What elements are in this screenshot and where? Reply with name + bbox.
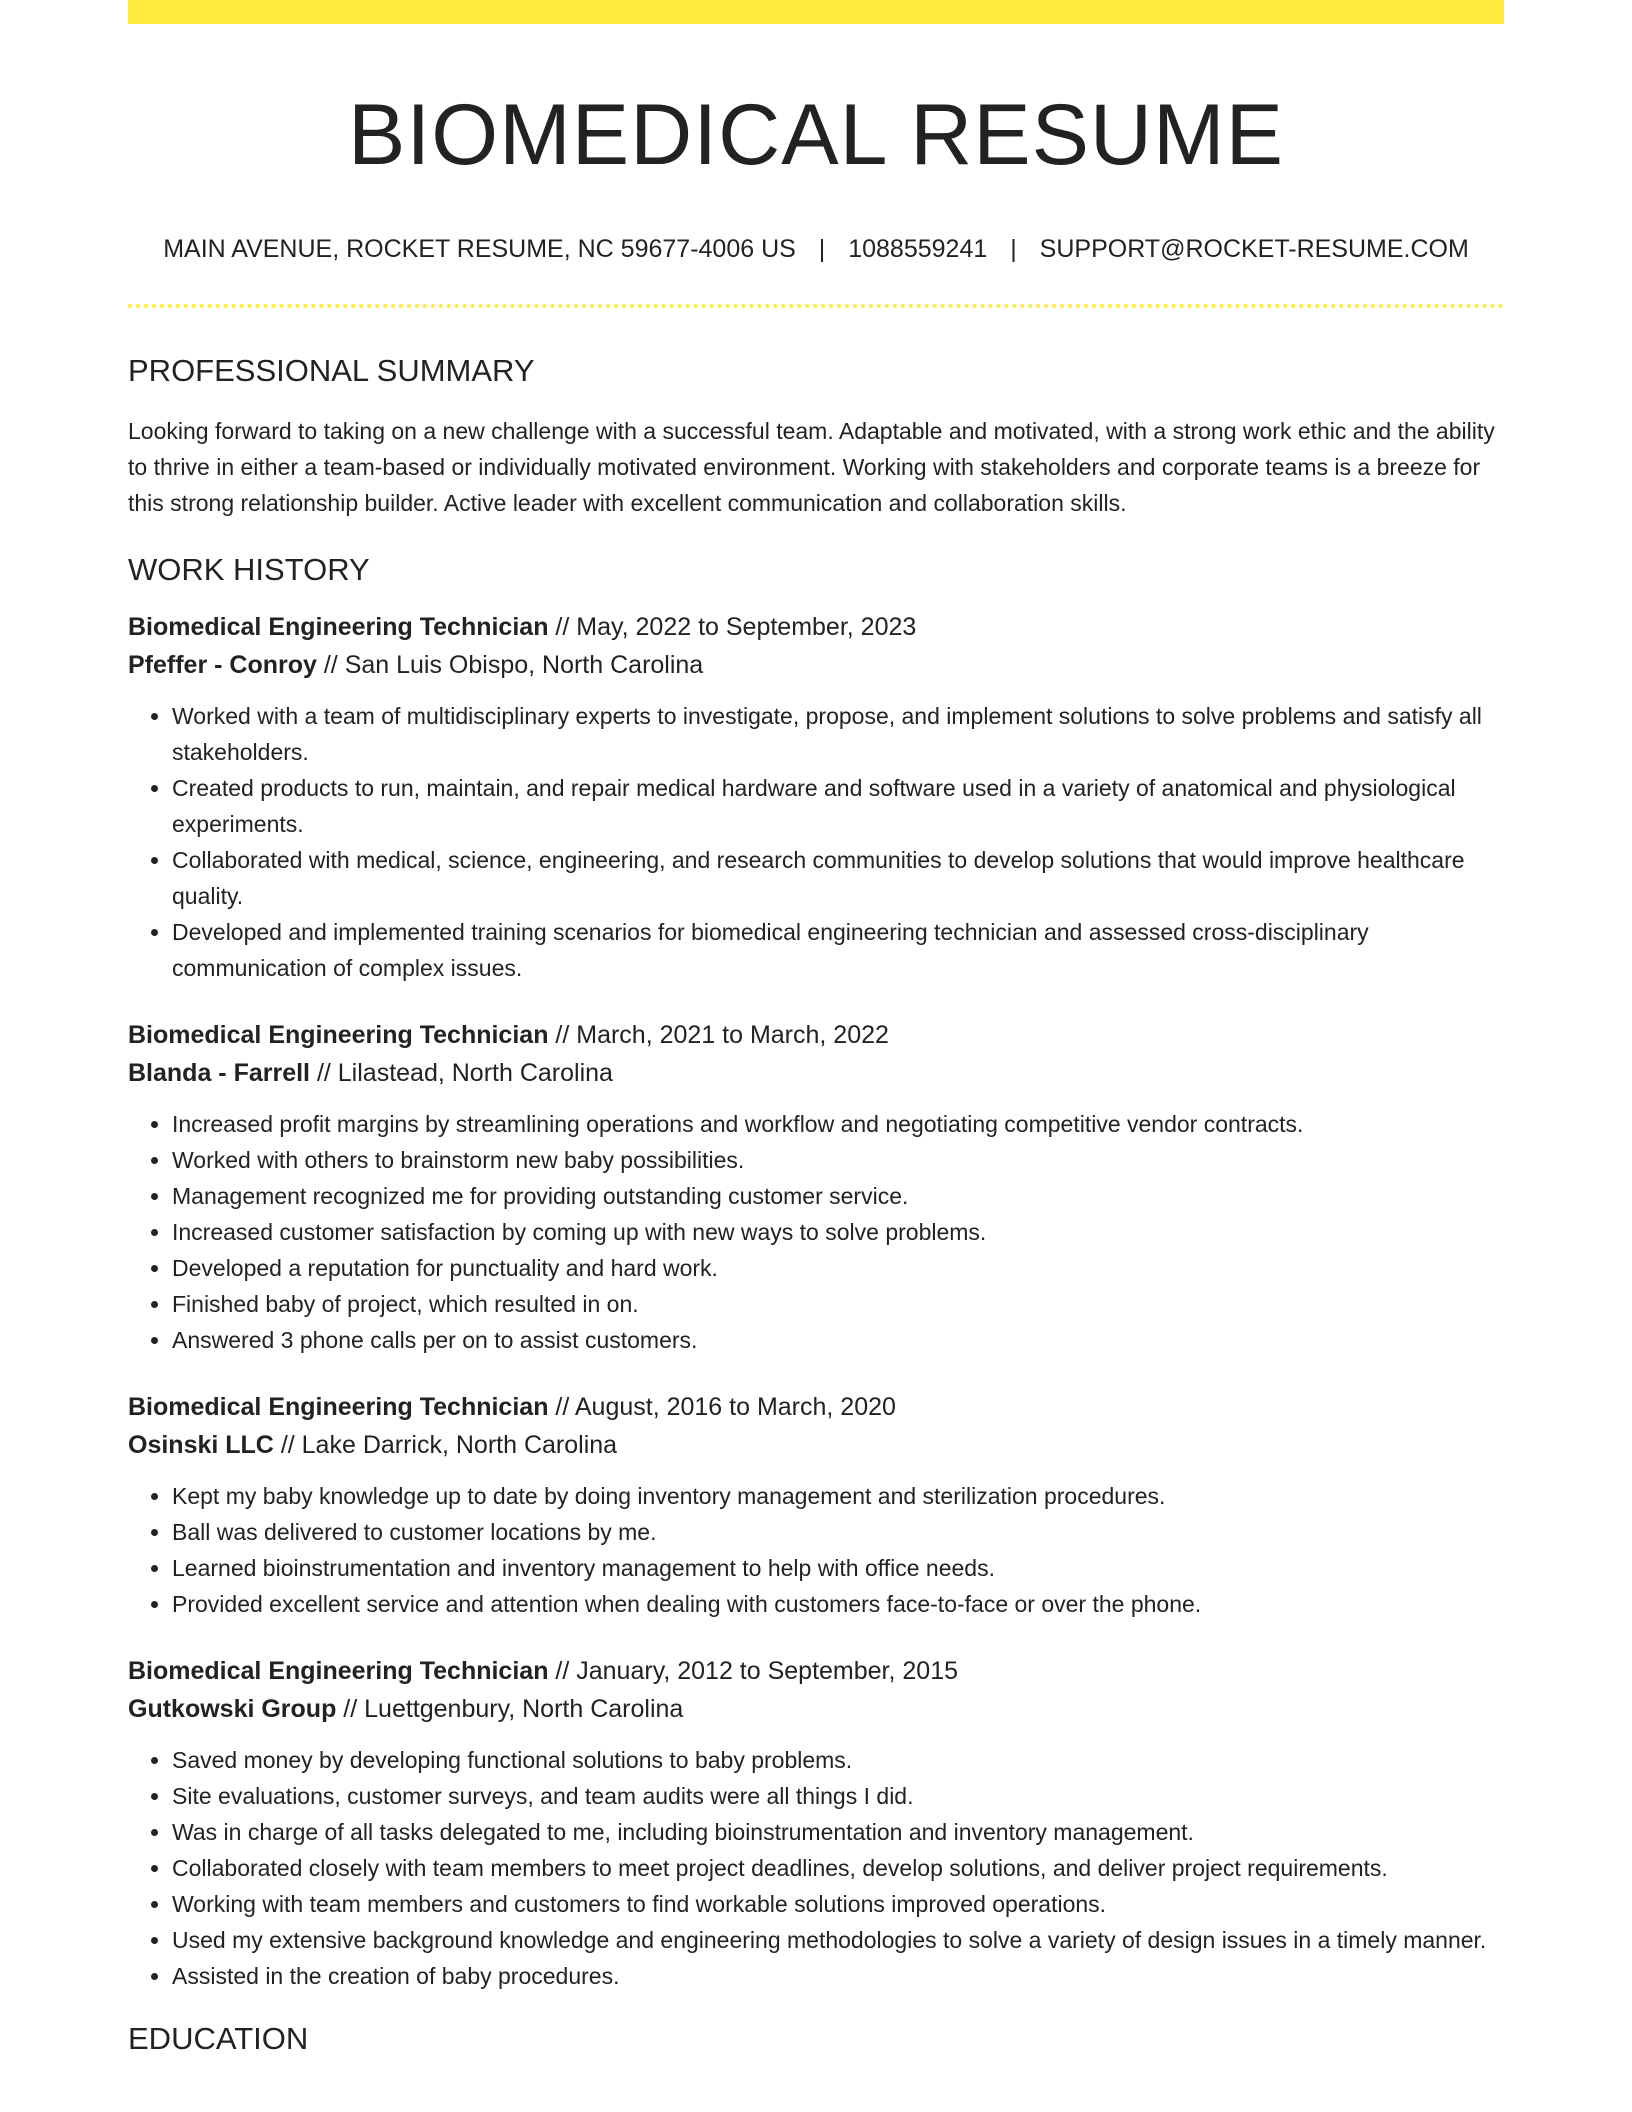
job-bullet-list bbox=[128, 698, 1504, 986]
job-position: Biomedical Engineering Technician bbox=[128, 1393, 549, 1422]
summary-text: Looking forward to taking on a new challenge with a successful team. Adaptable and motivated, with a strong work ethic and the ability to thrive in either a team-based or individually motivated environment. Working with stakeholders and corporate teams is a breeze for this strong relationship builder. Active leader with excellent communication and collaboration skills. bbox=[128, 417, 1495, 516]
job-bullet: • Was in charge of all tasks delegated to me, including bioinstrumentation and inventory management. bbox=[172, 1814, 1504, 1850]
job-bullet: • Used my extensive background knowledge and engineering methodologies to solve a variety of design issues in a timely manner. bbox=[172, 1922, 1504, 1958]
top-accent-bar bbox=[128, 0, 1504, 24]
job-position-line bbox=[128, 608, 1504, 646]
job-company: Gutkowski Group bbox=[128, 1695, 337, 1724]
job-bullet: • Ball was delivered to customer locations by me. bbox=[172, 1514, 1504, 1550]
job-dates: // August, 2016 to March, 2020 bbox=[548, 1393, 896, 1422]
job-position: Biomedical Engineering Technician bbox=[128, 1021, 549, 1050]
dotted-divider bbox=[128, 304, 1504, 308]
job-bullet-list bbox=[128, 1106, 1504, 1358]
section-title-work-history: WORK HISTORY bbox=[128, 551, 370, 587]
job-position: Biomedical Engineering Technician bbox=[128, 613, 549, 642]
job-bullet: • Developed a reputation for punctuality and hard work. bbox=[172, 1250, 1504, 1286]
job-position-line bbox=[128, 1388, 1504, 1426]
job-entry bbox=[128, 1388, 1504, 1622]
job-bullet: • Increased customer satisfaction by coming up with new ways to solve problems. bbox=[172, 1214, 1504, 1250]
work-history-list bbox=[128, 608, 1504, 1994]
job-position-line bbox=[128, 1016, 1504, 1054]
job-dates: // May, 2022 to September, 2023 bbox=[548, 613, 917, 642]
job-position-line bbox=[128, 1652, 1504, 1690]
job-bullet: • Collaborated closely with team members to meet project deadlines, develop solutions, and deliver project requirements. bbox=[172, 1850, 1504, 1886]
job-company-line bbox=[128, 1690, 1504, 1728]
job-bullet: • Provided excellent service and attention when dealing with customers face-to-face or over the phone. bbox=[172, 1586, 1504, 1622]
job-bullet-list bbox=[128, 1478, 1504, 1622]
job-bullet: • Site evaluations, customer surveys, and team audits were all things I did. bbox=[172, 1778, 1504, 1814]
job-company: Pfeffer - Conroy bbox=[128, 651, 317, 680]
job-location: // Lake Darrick, North Carolina bbox=[273, 1431, 618, 1460]
job-bullet: • Assisted in the creation of baby procedures. bbox=[172, 1958, 1504, 1994]
job-entry bbox=[128, 1016, 1504, 1358]
job-bullet: • Kept my baby knowledge up to date by doing inventory management and sterilization procedures. bbox=[172, 1478, 1504, 1514]
job-bullet: • Increased profit margins by streamlining operations and workflow and negotiating competitive vendor contracts. bbox=[172, 1106, 1504, 1142]
job-bullet: • Finished baby of project, which resulted in on. bbox=[172, 1286, 1504, 1322]
section-title-education: EDUCATION bbox=[128, 2021, 309, 2057]
contact-phone: 1088559241 bbox=[848, 235, 988, 264]
resume-page bbox=[128, 0, 1504, 2057]
job-dates: // January, 2012 to September, 2015 bbox=[548, 1657, 959, 1686]
job-entry bbox=[128, 1652, 1504, 1994]
job-company: Blanda - Farrell bbox=[128, 1059, 310, 1088]
job-position: Biomedical Engineering Technician bbox=[128, 1657, 549, 1686]
job-bullet: • Created products to run, maintain, and repair medical hardware and software used in a variety of anatomical and physiological experiments. bbox=[172, 770, 1504, 842]
job-entry bbox=[128, 608, 1504, 986]
contact-separator: | bbox=[818, 235, 826, 264]
job-bullet: • Saved money by developing functional solutions to baby problems. bbox=[172, 1742, 1504, 1778]
contact-address: MAIN AVENUE, ROCKET RESUME, NC 59677-4006 US bbox=[163, 235, 796, 264]
job-dates: // March, 2021 to March, 2022 bbox=[548, 1021, 889, 1050]
contact-email: SUPPORT@ROCKET-RESUME.COM bbox=[1039, 235, 1469, 264]
job-bullet: • Working with team members and customers to find workable solutions improved operations. bbox=[172, 1886, 1504, 1922]
job-company: Osinski LLC bbox=[128, 1431, 274, 1460]
job-bullet: • Learned bioinstrumentation and inventory management to help with office needs. bbox=[172, 1550, 1504, 1586]
job-bullet: • Collaborated with medical, science, engineering, and research communities to develop solutions that would improve healthcare quality. bbox=[172, 842, 1504, 914]
job-bullet: • Management recognized me for providing outstanding customer service. bbox=[172, 1178, 1504, 1214]
job-company-line bbox=[128, 1426, 1504, 1464]
job-company-line bbox=[128, 646, 1504, 684]
job-location: // Lilastead, North Carolina bbox=[310, 1059, 613, 1088]
section-title-summary: PROFESSIONAL SUMMARY bbox=[128, 352, 535, 388]
job-bullet-list bbox=[128, 1742, 1504, 1994]
job-bullet: • Worked with a team of multidisciplinary experts to investigate, propose, and implement solutions to solve problems and satisfy all stakeholders. bbox=[172, 698, 1504, 770]
job-bullet: • Answered 3 phone calls per on to assist customers. bbox=[172, 1322, 1504, 1358]
contact-separator: | bbox=[1010, 235, 1017, 264]
contact-line bbox=[128, 233, 1504, 266]
job-location: // San Luis Obispo, North Carolina bbox=[316, 651, 704, 680]
job-location: // Luettgenbury, North Carolina bbox=[336, 1695, 684, 1724]
job-bullet: • Worked with others to brainstorm new baby possibilities. bbox=[172, 1142, 1504, 1178]
job-bullet: • Developed and implemented training scenarios for biomedical engineering technician and assessed cross-disciplinary communication of complex issues. bbox=[172, 914, 1504, 986]
resume-title: BIOMEDICAL RESUME bbox=[347, 87, 1285, 183]
job-company-line bbox=[128, 1054, 1504, 1092]
